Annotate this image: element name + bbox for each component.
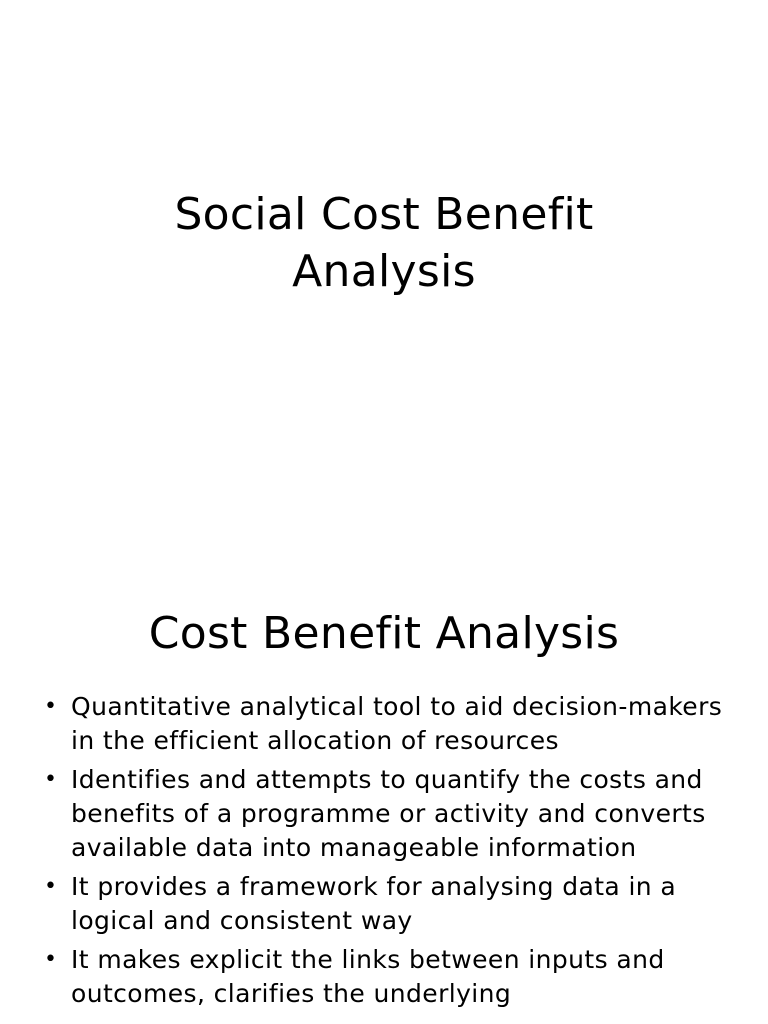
bullet-item: [44, 943, 734, 1011]
slide-title-line-2: Analysis: [292, 246, 476, 297]
content-slide: [0, 576, 768, 1024]
bullet-dot-icon: •: [44, 874, 58, 899]
bullet-dot-icon: •: [44, 947, 58, 972]
bullet-dot-icon: •: [44, 767, 58, 792]
bullet-item: [44, 690, 734, 758]
bullet-list: [44, 690, 734, 1016]
bullet-item: [44, 870, 734, 938]
content-slide-title: Cost Benefit Analysis: [148, 608, 620, 659]
bullet-text: Identifies and attempts to quantify the costs and benefits of a programme or activity and converts available data into manageable information: [71, 765, 706, 862]
slide-title: [0, 186, 768, 300]
bullet-dot-icon: •: [44, 694, 58, 719]
bullet-text: It makes explicit the links between inputs and outcomes, clarifies the underlying: [71, 945, 665, 1008]
bullet-text: It provides a framework for analysing data in a logical and consistent way: [71, 872, 677, 935]
bullet-text: Quantitative analytical tool to aid decision-makers in the efficient allocation of resources: [71, 692, 723, 755]
bullet-item: [44, 763, 734, 865]
slide-title-line-1: Social Cost Benefit: [174, 189, 594, 240]
